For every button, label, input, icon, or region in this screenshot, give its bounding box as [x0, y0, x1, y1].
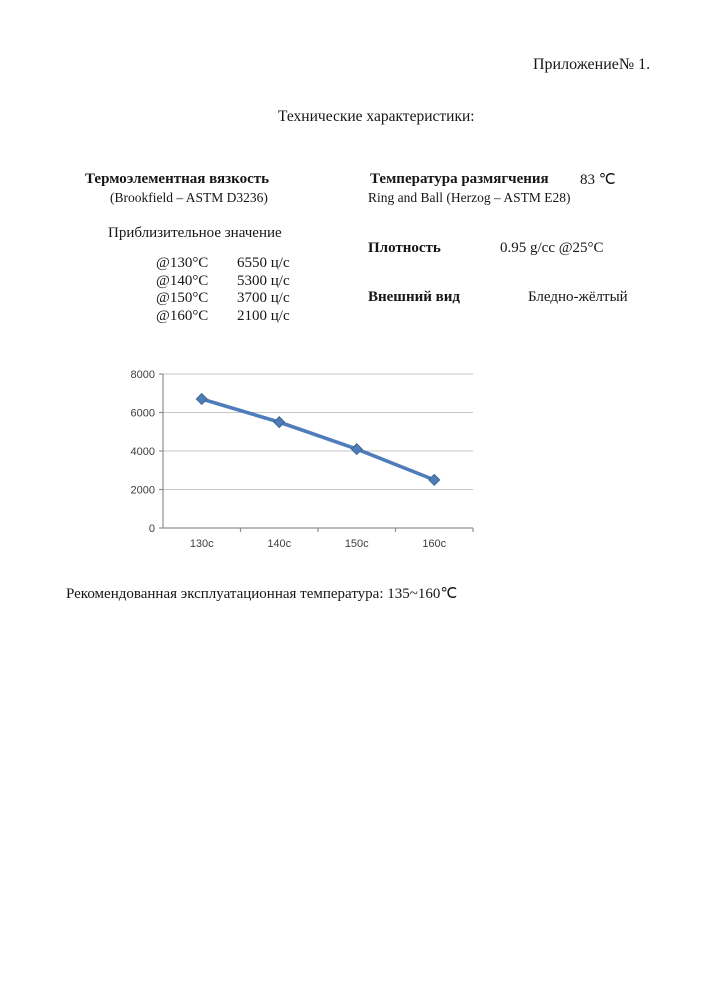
page-title: Технические характеристики: — [278, 108, 475, 125]
viscosity-table — [156, 255, 290, 325]
viscosity-table-row — [156, 255, 290, 273]
appearance-value: Бледно-жёлтый — [528, 289, 628, 305]
svg-text:4000: 4000 — [130, 446, 155, 458]
svg-text:8000: 8000 — [130, 369, 155, 381]
viscosity-value: 3700 ц/с — [237, 290, 290, 307]
footer-note: Рекомендованная эксплуатационная температура: 135~160℃ — [66, 586, 458, 602]
viscosity-temp: @130°C — [156, 255, 209, 271]
viscosity-value: 2100 ц/с — [237, 307, 290, 324]
softening-point-label: Температура размягчения — [370, 171, 549, 187]
svg-text:160c: 160c — [422, 538, 447, 550]
viscosity-table-row — [156, 290, 290, 308]
appendix-label: Приложение№ 1. — [533, 56, 651, 73]
viscosity-line-chart — [129, 367, 479, 559]
viscosity-table-row — [156, 308, 290, 326]
viscosity-temp: @140°C — [156, 272, 209, 289]
viscosity-method: (Brookfield – ASTM D3236) — [110, 190, 268, 205]
approx-value-label: Приблизительное значение — [108, 225, 282, 241]
viscosity-chart-canvas — [129, 367, 479, 559]
svg-text:2000: 2000 — [130, 484, 155, 497]
svg-text:150c: 150c — [344, 538, 369, 550]
viscosity-temp: @150°C — [156, 290, 209, 307]
viscosity-value: 5300 ц/с — [237, 272, 290, 289]
density-value: 0.95 g/cc @25°C — [500, 240, 604, 256]
softening-point-value: 83 ℃ — [580, 172, 616, 188]
viscosity-value: 6550 ц/с — [237, 255, 290, 271]
density-label: Плотность — [368, 240, 441, 256]
svg-text:6000: 6000 — [130, 407, 155, 420]
appearance-label: Внешний вид — [368, 289, 460, 305]
viscosity-table-row — [156, 273, 290, 291]
viscosity-temp: @160°C — [156, 307, 209, 324]
svg-text:0: 0 — [148, 523, 155, 535]
viscosity-heading: Термоэлементная вязкость — [85, 171, 270, 187]
svg-text:130c: 130c — [189, 538, 214, 550]
softening-point-method: Ring and Ball (Herzog – ASTM E28) — [368, 190, 571, 205]
svg-text:140c: 140c — [267, 538, 292, 550]
